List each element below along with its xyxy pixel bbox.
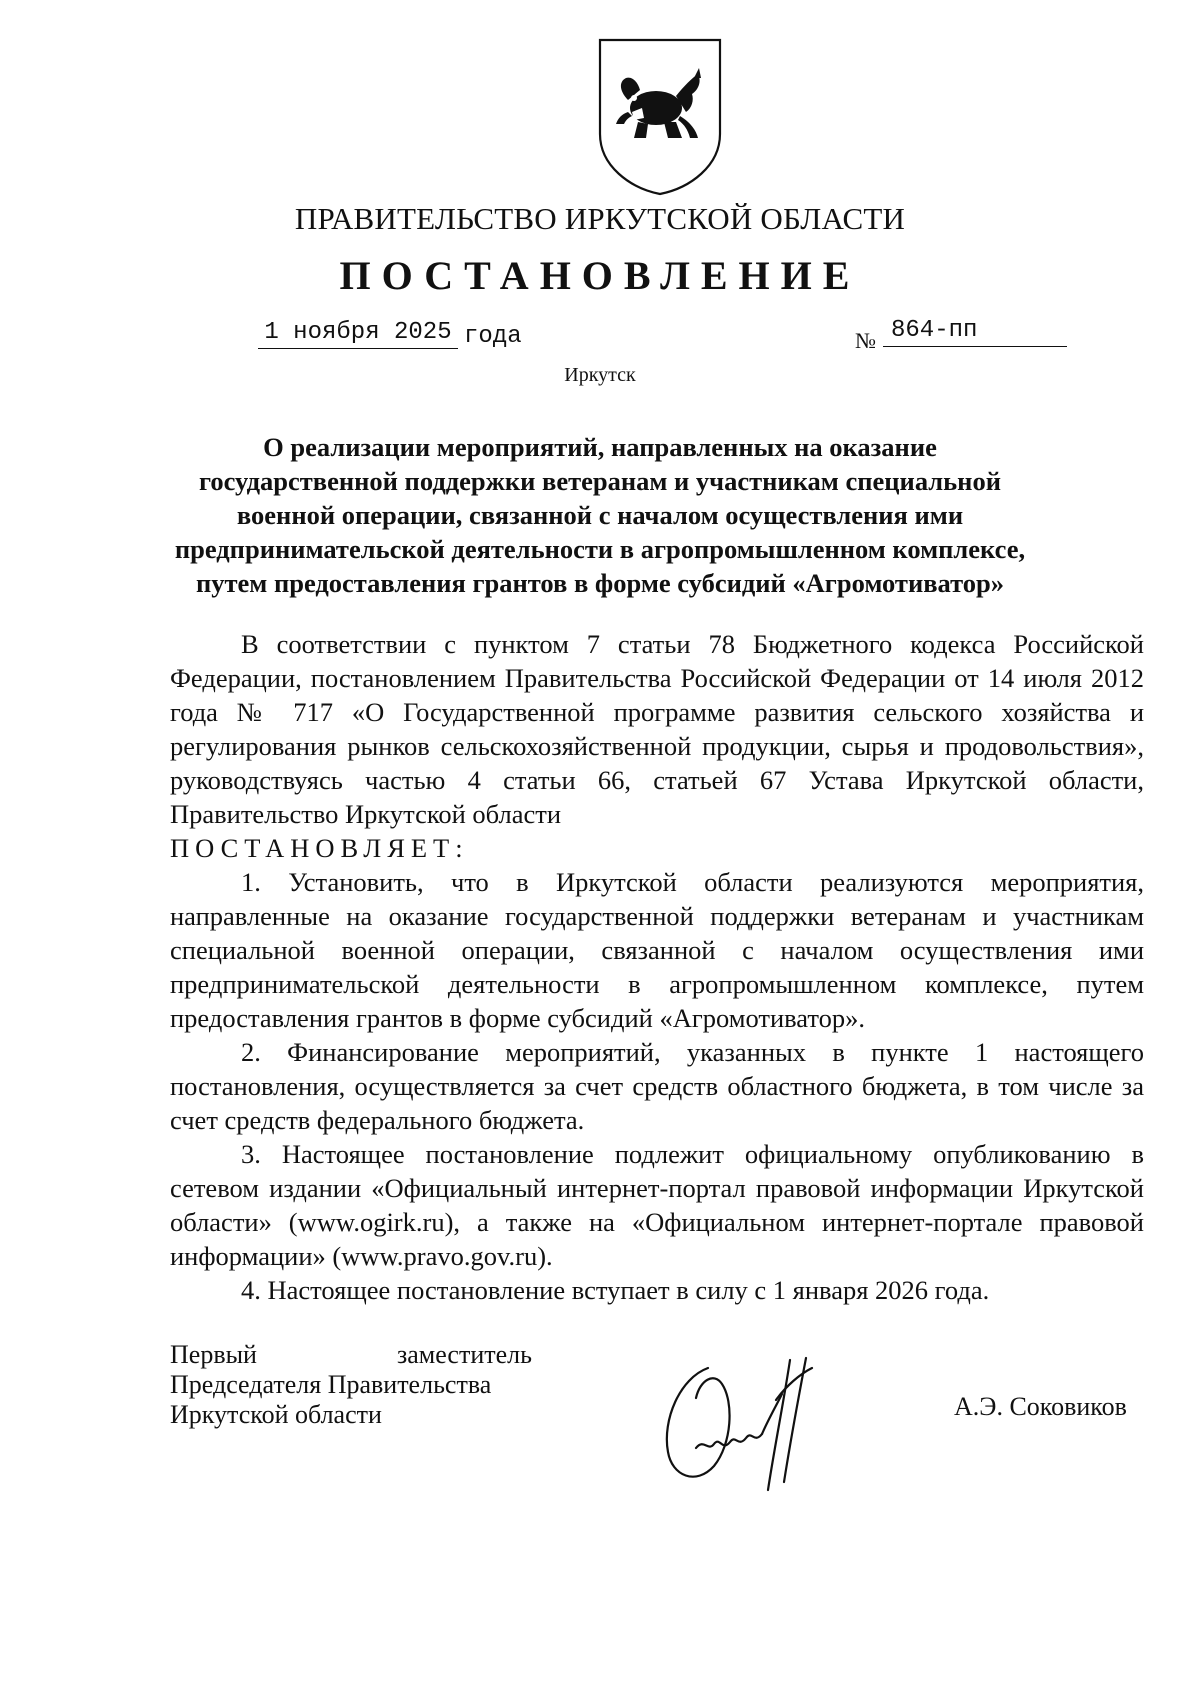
government-name: ПРАВИТЕЛЬСТВО ИРКУТСКОЙ ОБЛАСТИ — [294, 201, 906, 236]
handwritten-signature-icon — [650, 1340, 870, 1500]
position-word-1: Первый — [170, 1340, 257, 1369]
decree-heading: ПОСТАНОВЛЕНИЕ — [339, 253, 861, 298]
decree-title: О реализации мероприятий, направленных на оказание государственной поддержки ветеранам и участникам специальной военной операции, связанной с началом осуществления ими предпринимательской деятельности в агропромышленном комплексе, путем предоставления грантов в форме субсидий «Агромотиватор» — [174, 432, 1026, 598]
decree-item: 2. Финансирование мероприятий, указанных в пункте 1 настоящего постановления, осуществляется за счет средств областного бюджета, в том числе за счет средств федерального бюджета. — [170, 1037, 1144, 1135]
signer-name: А.Э. Соковиков — [954, 1392, 1127, 1421]
signer-position — [170, 1340, 530, 1430]
position-line-3: Иркутской области — [170, 1400, 382, 1429]
decree-body — [170, 627, 1144, 1307]
city: Иркутск — [564, 364, 636, 386]
resolves-word: ПОСТАНОВЛЯЕТ: — [170, 833, 469, 863]
decree-item: 3. Настоящее постановление подлежит официальному опубликованию в сетевом издании «Официальный интернет-портал правовой информации Иркутской области» (www.ogirk.ru), а также на «Официальном интернет-портале правовой информации» (www.pravo.gov.ru). — [170, 1139, 1144, 1271]
preamble: В соответствии с пунктом 7 статьи 78 Бюджетного кодекса Российской Федерации, постановлением Правительства Российской Федерации от 14 июля 2012 года № 717 «О Государственной программе развития сельского хозяйства и регулирования рынков сельскохозяйственной продукции, сырья и продовольствия», руководствуясь частью 4 статьи 66, статьей 67 Устава Иркутской области, Правительство Иркутской области — [170, 629, 1144, 829]
irkutsk-coat-of-arms-icon — [598, 38, 722, 196]
number-value: 864-пп — [883, 316, 1067, 347]
number-sign: № — [855, 328, 876, 353]
decree-item: 1. Установить, что в Иркутской области реализуются мероприятия, направленные на оказание государственной поддержки ветеранам и участникам специальной военной операции, связанной с началом осуществления ими предпринимательской деятельности в агропромышленном комплексе, путем предоставления грантов в форме субсидий «Агромотиватор». — [170, 867, 1144, 1033]
date-suffix: года — [464, 323, 522, 350]
position-line-1 — [170, 1340, 532, 1370]
decree-item: 4. Настоящее постановление вступает в силу с 1 января 2026 года. — [241, 1275, 990, 1305]
position-line-2: Председателя Правительства — [170, 1370, 492, 1399]
position-word-2: заместитель — [396, 1340, 532, 1369]
date-value: 1 ноября 2025 — [258, 318, 458, 349]
